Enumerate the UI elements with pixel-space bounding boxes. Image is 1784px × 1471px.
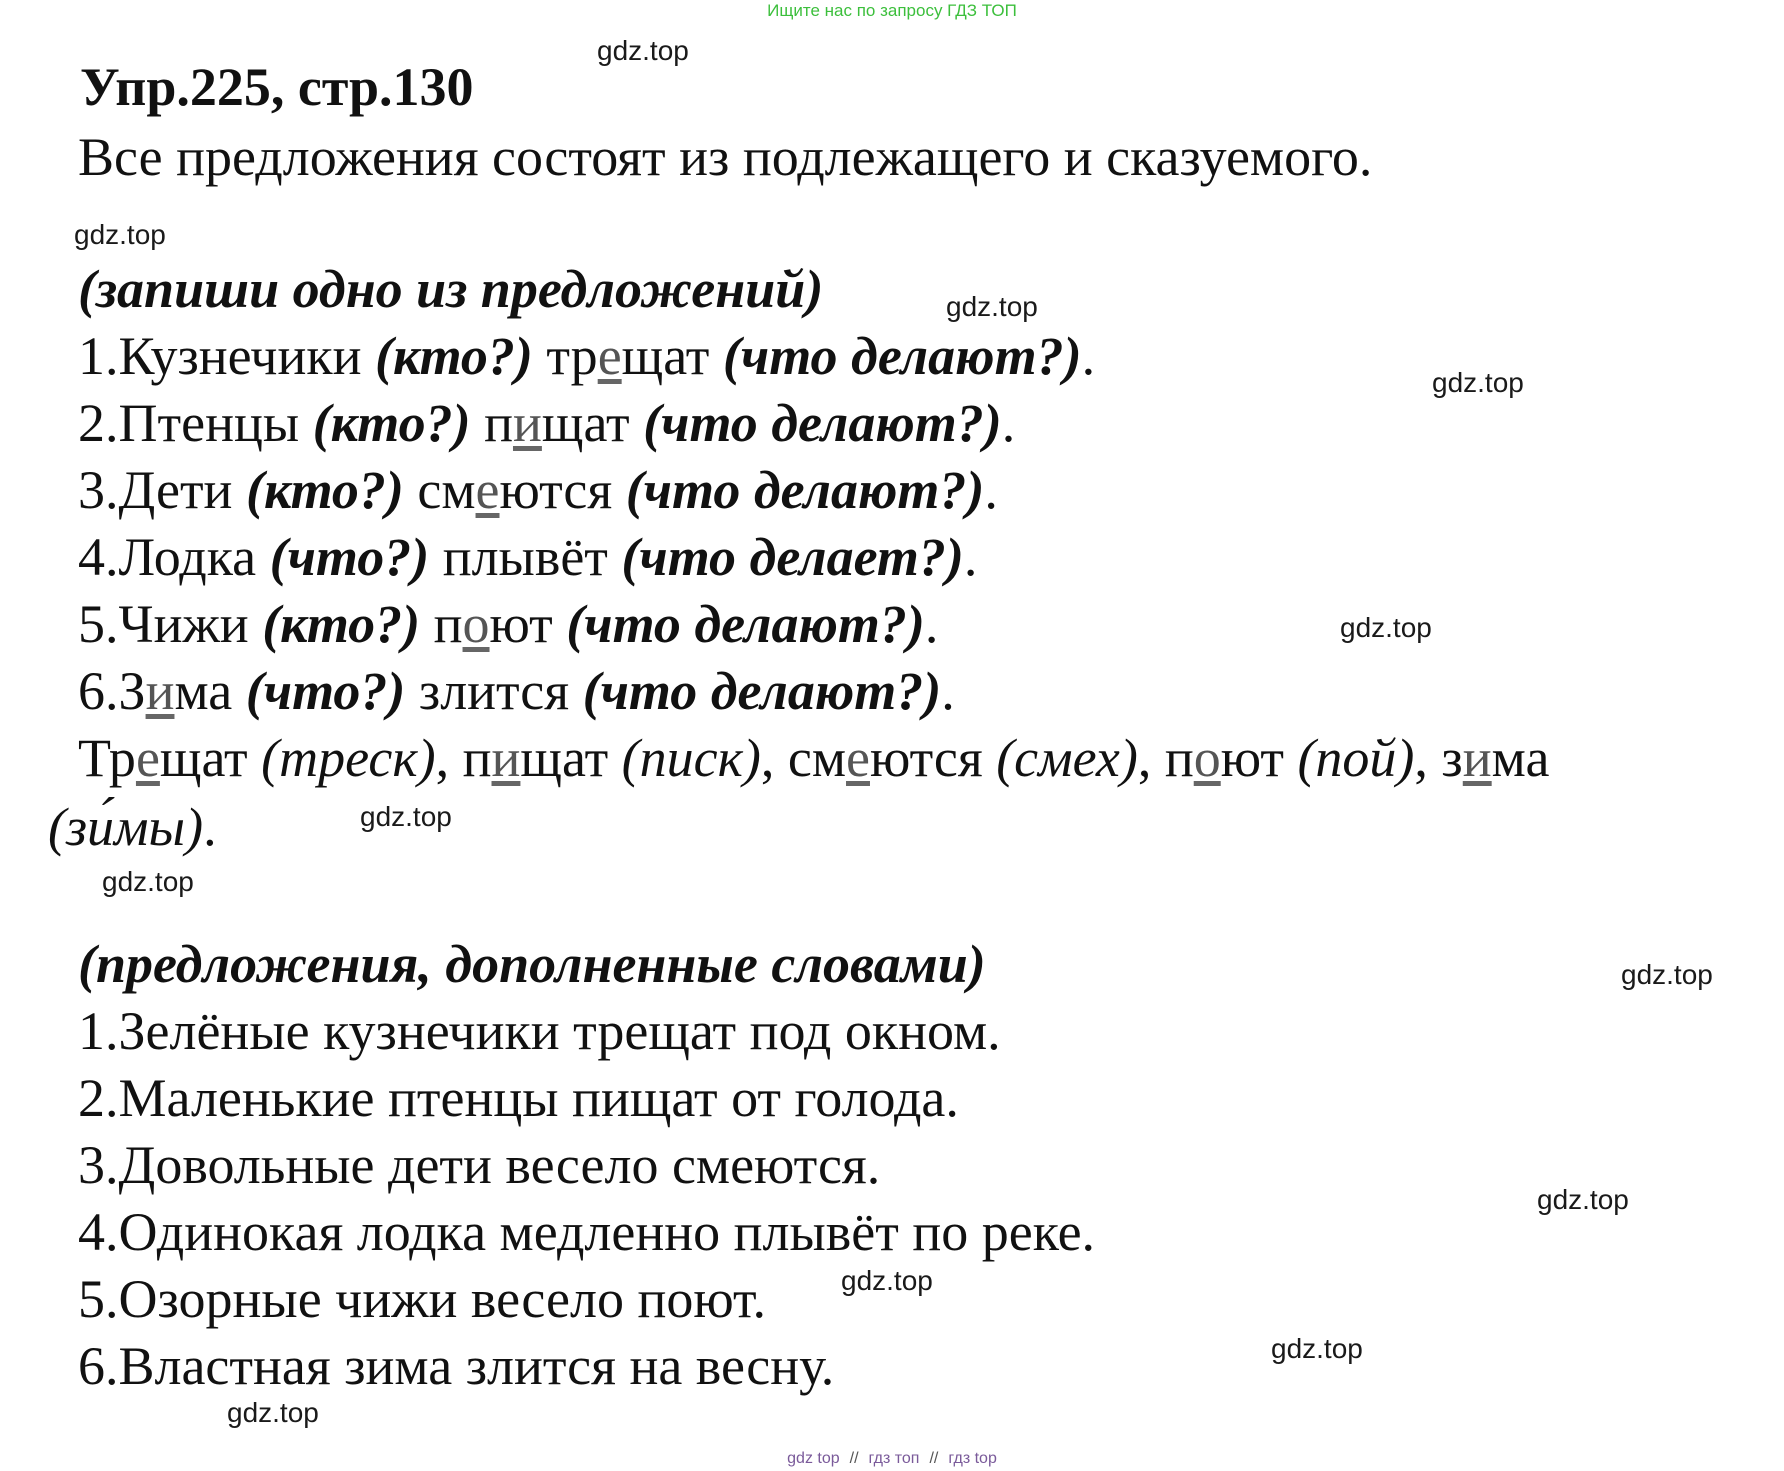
top-banner[interactable]: Ищите нас по запросу ГДЗ ТОП [767,1,1017,20]
footer-links: gdz top // гдз топ // гдз top [787,1450,997,1467]
extended-sentence-1: 1.Зелёные кузнечики трещат под окном. [78,1001,1001,1061]
highlighted-vowel: и [145,661,175,721]
watermark: gdz.top [227,1397,319,1428]
watermark: gdz.top [946,291,1038,322]
sentence-line-3: 3.Дети (кто?) смеются (что делают?). [78,460,998,520]
sentence-line-5: 5.Чижи (кто?) поют (что делают?). [78,594,939,654]
watermark: gdz.top [74,219,166,250]
watermark: gdz.top [360,801,452,832]
highlighted-vowel: и [512,393,542,453]
watermark: gdz.top [1340,612,1432,643]
highlighted-vowel: о [462,594,490,654]
check-words-line: Трещат (треск), пищат (писк), смеются (смех), поют (пой), зима [78,728,1550,788]
watermark: gdz.top [1432,367,1524,398]
watermark: gdz.top [597,35,689,66]
watermark: gdz.top [102,866,194,897]
sentence-line-1: 1.Кузнечики (кто?) трещат (что делают?). [78,326,1096,386]
sentence-line-4: 4.Лодка (что?) плывёт (что делает?). [78,527,978,587]
sentence-line-6: 6.Зима (что?) злится (что делают?). [78,661,955,721]
extended-sentence-5: 5.Озорные чижи весело поют. [78,1269,767,1329]
watermark: gdz.top [841,1265,933,1296]
intro-text: Все предложения состоят из подлежащего и сказуемого. [78,127,1373,187]
exercise-title: Упр.225, стр.130 [80,57,474,117]
watermark: gdz.top [1537,1184,1629,1215]
footer-link-3[interactable]: гдз top [948,1450,997,1467]
extended-sentence-4: 4.Одинокая лодка медленно плывёт по реке. [78,1202,1096,1262]
highlighted-vowel: е [475,460,500,520]
highlighted-vowel: е [597,326,622,386]
footer-link-1[interactable]: gdz top [787,1450,840,1467]
section1-heading: (запиши одно из предложений) [78,259,824,319]
watermark: gdz.top [1271,1333,1363,1364]
watermark: gdz.top [1621,959,1713,990]
check-words-line-cont: (зи́мы). [48,797,217,857]
extended-sentence-6: 6.Властная зима злится на весну. [78,1336,835,1396]
sentence-line-2: 2.Птенцы (кто?) пищат (что делают?). [78,393,1016,453]
extended-sentence-3: 3.Довольные дети весело смеются. [78,1135,881,1195]
extended-sentence-2: 2.Маленькие птенцы пищат от голода. [78,1068,959,1128]
section2-heading: (предложения, дополненные словами) [78,934,986,994]
footer-link-2[interactable]: гдз топ [868,1450,920,1467]
